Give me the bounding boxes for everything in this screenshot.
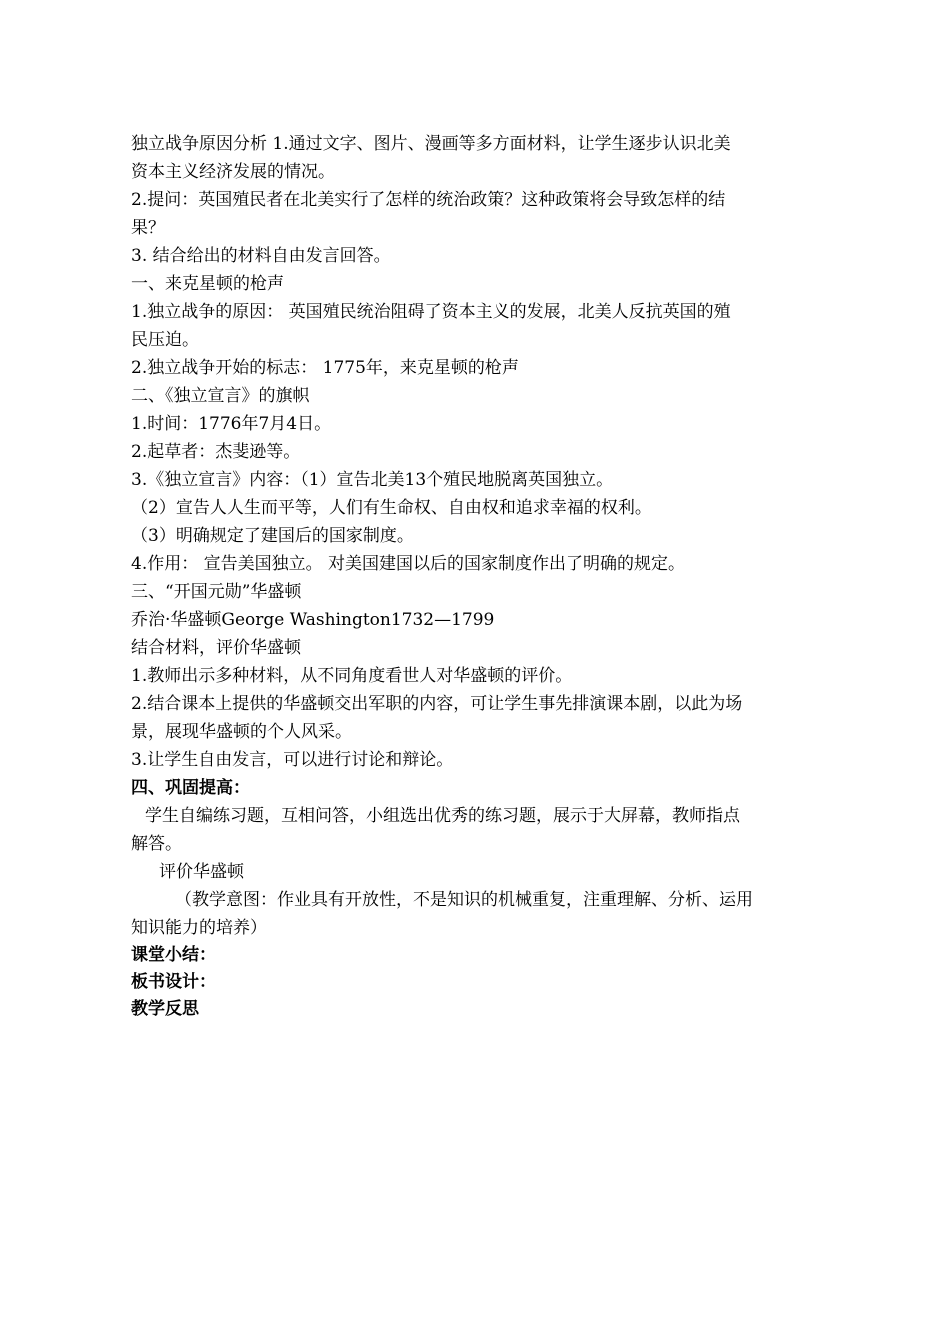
section-heading: 课堂小结： — [131, 945, 216, 965]
paragraph-line: 知识能力的培养） — [131, 918, 267, 938]
paragraph-line: 3.《独立宣言》内容：（1）宣告北美13个殖民地脱离英国独立。 — [131, 470, 614, 490]
paragraph-line: （3）明确规定了建国后的国家制度。 — [131, 526, 414, 546]
paragraph-line: 果？ — [131, 218, 165, 238]
paragraph-line: 3. 结合给出的材料自由发言回答。 — [131, 246, 391, 266]
paragraph-line: 乔治·华盛顿George Washington1732—1799 — [131, 610, 495, 630]
section-heading: 一、来克星顿的枪声 — [131, 274, 284, 294]
paragraph-line: 结合材料，评价华盛顿 — [131, 638, 301, 658]
paragraph-line: 1.独立战争的原因： 英国殖民统治阻碍了资本主义的发展，北美人反抗英国的殖 — [131, 302, 731, 322]
paragraph-line: 1.时间：1776年7月4日。 — [131, 414, 332, 434]
paragraph-line: 民压迫。 — [131, 330, 199, 350]
paragraph-line: 独立战争原因分析 1.通过文字、图片、漫画等多方面材料，让学生逐步认识北美 — [131, 134, 731, 154]
section-heading: 二、《独立宣言》的旗帜 — [131, 386, 310, 406]
paragraph-line: 2.起草者：杰斐逊等。 — [131, 442, 301, 462]
paragraph-line: 3.让学生自由发言，可以进行讨论和辩论。 — [131, 750, 454, 770]
paragraph-line: 2.提问：英国殖民者在北美实行了怎样的统治政策？这种政策将会导致怎样的结 — [131, 190, 726, 210]
paragraph-line: 资本主义经济发展的情况。 — [131, 162, 335, 182]
paragraph-line: 2.结合课本上提供的华盛顿交出军职的内容，可让学生事先排演课本剧，以此为场 — [131, 694, 743, 714]
paragraph-line: 解答。 — [131, 834, 182, 854]
paragraph-line: （教学意图：作业具有开放性，不是知识的机械重复，注重理解、分析、运用 — [175, 890, 753, 910]
section-heading: 教学反思 — [131, 999, 199, 1019]
section-heading: 四、巩固提高： — [131, 778, 250, 798]
paragraph-line: 1.教师出示多种材料，从不同角度看世人对华盛顿的评价。 — [131, 666, 573, 686]
paragraph-line: 2.独立战争开始的标志： 1775年，来克星顿的枪声 — [131, 358, 519, 378]
paragraph-line: 评价华盛顿 — [159, 862, 244, 882]
paragraph-line: 景，展现华盛顿的个人风采。 — [131, 722, 352, 742]
paragraph-line: 4.作用： 宣告美国独立。 对美国建国以后的国家制度作出了明确的规定。 — [131, 554, 686, 574]
section-heading: 三、“开国元勋”华盛顿 — [131, 582, 302, 602]
paragraph-line: 学生自编练习题，互相问答，小组选出优秀的练习题，展示于大屏幕，教师指点 — [145, 806, 740, 826]
document-page — [131, 130, 821, 1023]
section-heading: 板书设计： — [131, 972, 216, 992]
paragraph-line: （2）宣告人人生而平等，人们有生命权、自由权和追求幸福的权利。 — [131, 498, 652, 518]
